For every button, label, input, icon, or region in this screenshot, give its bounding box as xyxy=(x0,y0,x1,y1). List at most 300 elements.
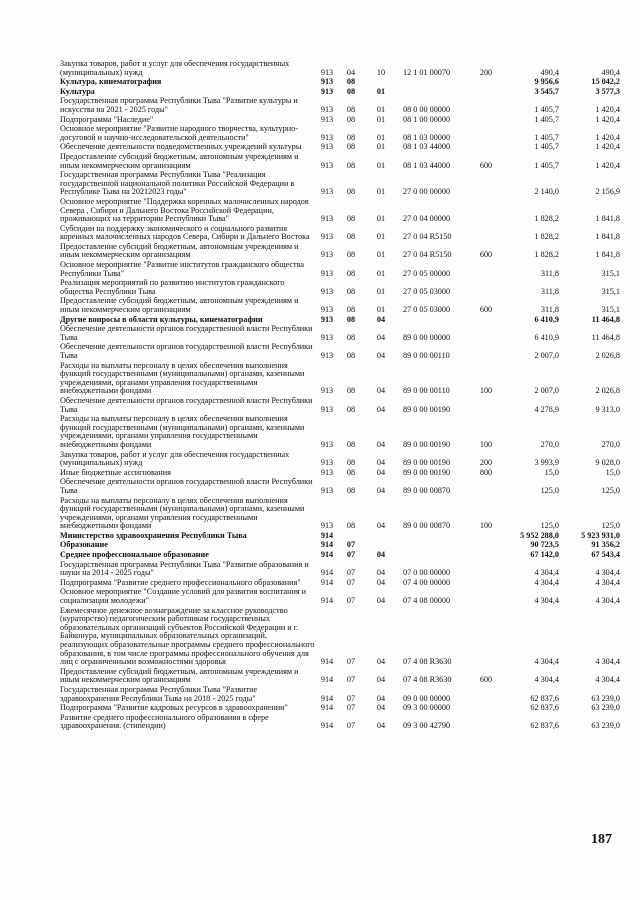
row-amount-2: 2 026,8 xyxy=(595,351,620,360)
row-code-section: 04 xyxy=(376,314,386,324)
row-amount-1: 1 828,2 xyxy=(534,232,559,242)
row-amount-1: 311,8 xyxy=(540,268,559,278)
row-code-pr: 07 xyxy=(346,550,356,560)
row-name: Основное мероприятие "Развитие институтов гражданского общества Республики Тыва" xyxy=(60,260,304,278)
row-amount-1: 1 405,7 xyxy=(534,160,559,170)
row-code-section: 04 xyxy=(376,657,386,667)
row-code-type xyxy=(473,588,499,606)
row-code-section: 04 xyxy=(376,386,386,396)
row-code-section: 04 xyxy=(376,458,386,468)
row-code-type xyxy=(473,88,499,98)
row-code-rz: 914 xyxy=(320,550,334,560)
row-code-target: 27 0 04 00000 xyxy=(403,214,451,224)
row-code-type: 600 xyxy=(479,160,493,170)
row-code-type: 600 xyxy=(479,675,493,685)
row-amount-1: 2 140,0 xyxy=(534,187,559,197)
row-code-section: 01 xyxy=(376,250,386,260)
row-name: Иные бюджетные ассигнования xyxy=(60,467,171,477)
row-name: Ежемесячное денежное вознаграждение за классное руководство (кураторство) педагогическим работникам государственных образовательных организаций субъектов Российской Федерации и г. Байконура, муниципальных образовательных организаций, реализующих образовательные программы среднего профессионального образования, в том числе программы профессионального обучения для лиц с ограниченными возможностями здоровья xyxy=(60,605,315,667)
row-code-rz: 913 xyxy=(320,305,334,315)
table-row xyxy=(60,225,620,243)
row-code-rz: 913 xyxy=(320,467,334,477)
row-code-pr: 04 xyxy=(346,67,356,77)
row-name: Государственная программа Республики Тыва "Реализация государственной национальной политики Российской Федерации в Республике Тыва на 20212023 годы" xyxy=(60,170,295,197)
row-code-rz: 913 xyxy=(320,232,334,242)
row-code-rz: 914 xyxy=(320,721,334,731)
row-code-type: 100 xyxy=(479,386,493,396)
row-code-rz: 914 xyxy=(320,693,334,703)
row-code-pr: 07 xyxy=(346,540,356,550)
row-code-section: 04 xyxy=(376,596,386,606)
row-amount-2: 315,1 xyxy=(601,286,620,296)
row-code-rz: 913 xyxy=(320,142,334,152)
row-code-section: 01 xyxy=(376,104,386,114)
row-code-type xyxy=(473,78,499,88)
table-row xyxy=(60,415,620,450)
row-code-target: 09 3 00 00000 xyxy=(403,703,451,713)
row-code-target: 08 1 03 44000 xyxy=(403,160,451,170)
row-amount-2: 5 923 931,0 xyxy=(581,530,620,540)
row-code-pr: 08 xyxy=(346,351,356,360)
row-amount-2: 1 420,4 xyxy=(595,132,620,142)
row-name: Подпрограмма "Наследие" xyxy=(60,114,154,124)
row-amount-1: 4 304,4 xyxy=(534,568,559,578)
row-code-type xyxy=(473,397,499,415)
row-amount-1: 1 405,7 xyxy=(534,132,559,142)
row-code-target: 89 0 00 00190 xyxy=(403,404,451,414)
row-code-target xyxy=(399,541,473,551)
row-code-rz: 913 xyxy=(320,67,334,77)
budget-table xyxy=(60,60,620,732)
row-amount-1: 490,4 xyxy=(540,67,559,77)
row-amount-1: 1 828,2 xyxy=(534,214,559,224)
row-code-target: 89 0 00 00190 xyxy=(403,467,451,477)
row-name: Предоставление субсидий бюджетным, автономным учреждениям и иным некоммерческим организациям xyxy=(60,151,299,170)
table-row xyxy=(60,325,620,343)
row-amount-1: 6 410,9 xyxy=(534,314,559,324)
row-code-type xyxy=(473,686,499,704)
row-amount-2: 15 042,2 xyxy=(591,77,620,87)
row-code-type xyxy=(473,225,499,243)
row-name: Обеспечение деятельности органов государственной власти Республики Тыва xyxy=(60,324,313,342)
row-name: Развитие среднего профессионального образования в сфере здравоохранения. (стипендии) xyxy=(60,712,269,731)
row-code-rz: 914 xyxy=(320,568,334,578)
row-code-pr: 08 xyxy=(346,250,356,260)
table-row xyxy=(60,343,620,361)
row-code-pr: 07 xyxy=(346,657,356,667)
row-code-rz: 913 xyxy=(320,404,334,414)
table-row xyxy=(60,171,620,198)
row-code-type: 200 xyxy=(479,67,493,77)
row-code-rz: 914 xyxy=(320,540,334,550)
row-code-pr: 08 xyxy=(346,232,356,242)
row-code-type xyxy=(473,198,499,225)
row-amount-1: 125,0 xyxy=(540,521,559,531)
row-code-pr: 08 xyxy=(346,404,356,414)
row-code-type: 100 xyxy=(479,521,493,531)
row-code-pr: 07 xyxy=(346,703,356,713)
row-code-rz: 913 xyxy=(320,458,334,468)
row-name: Образование xyxy=(60,540,108,550)
row-amount-2: 1 841,8 xyxy=(595,232,620,242)
row-amount-2: 270,0 xyxy=(601,439,620,449)
row-code-pr: 08 xyxy=(346,386,356,396)
row-code-target: 09 3 00 42790 xyxy=(403,721,451,731)
row-code-section: 01 xyxy=(376,114,386,124)
row-amount-1: 2 007,0 xyxy=(534,351,559,360)
row-amount-2: 4 304,4 xyxy=(595,675,620,685)
table-row xyxy=(60,497,620,532)
row-code-section: 04 xyxy=(376,351,386,360)
row-amount-2: 1 420,4 xyxy=(595,142,620,152)
row-amount-2: 67 543,4 xyxy=(591,550,620,560)
row-amount-1: 67 142,0 xyxy=(530,550,559,560)
row-amount-1: 1 405,7 xyxy=(534,114,559,124)
row-code-type xyxy=(473,561,499,579)
row-code-section: 04 xyxy=(376,439,386,449)
row-name: Культура xyxy=(60,86,95,96)
row-code-rz: 914 xyxy=(320,577,334,587)
row-amount-1: 62 837,6 xyxy=(530,703,559,713)
row-code-section: 04 xyxy=(376,703,386,713)
row-code-target: 08 1 03 44000 xyxy=(403,142,451,152)
row-code-rz: 914 xyxy=(320,596,334,606)
row-code-rz: 913 xyxy=(320,351,334,360)
table-row xyxy=(60,279,620,297)
row-code-section: 01 xyxy=(376,132,386,142)
row-code-target xyxy=(399,78,473,88)
row-code-target: 89 0 00 00110 xyxy=(403,386,450,396)
row-code-target xyxy=(399,532,473,542)
row-amount-2: 91 356,2 xyxy=(591,540,620,550)
row-amount-2: 125,0 xyxy=(601,521,620,531)
table-row xyxy=(60,97,620,115)
row-name: Основное мероприятие "Создание условий для развития воспитания и социализации молодежи" xyxy=(60,587,307,606)
row-code-target: 09 0 00 00000 xyxy=(403,693,451,703)
row-code-pr: 08 xyxy=(346,332,356,342)
row-code-pr: 08 xyxy=(346,142,356,152)
row-code-rz: 914 xyxy=(320,530,334,540)
row-code-type xyxy=(473,607,499,668)
row-amount-1: 4 304,4 xyxy=(534,657,559,667)
row-code-pr: 08 xyxy=(346,439,356,449)
row-code-rz: 913 xyxy=(320,521,334,531)
row-amount-2: 1 420,4 xyxy=(595,160,620,170)
row-code-target: 27 0 05 03000 xyxy=(403,286,451,296)
row-name: Обеспечение деятельности органов государственной власти Республики Тыва xyxy=(60,342,313,360)
row-code-type xyxy=(473,325,499,343)
row-code-rz: 914 xyxy=(320,703,334,713)
row-code-rz: 913 xyxy=(320,286,334,296)
row-code-pr: 08 xyxy=(346,485,356,495)
row-code-pr: 08 xyxy=(346,467,356,477)
row-name: Расходы на выплаты персоналу в целях обеспечения выполнения функций государственными (муниципальными) органами, казенными учреждениями, органами управления государственными внебюджетными фондами xyxy=(60,414,305,449)
row-code-section: 04 xyxy=(376,332,386,342)
row-code-rz: 913 xyxy=(320,386,334,396)
table-row xyxy=(60,686,620,704)
row-name: Предоставление субсидий бюджетным, автономным учреждениям и иным некоммерческим организациям xyxy=(60,296,299,315)
table-row xyxy=(60,714,620,732)
row-amount-2: 11 464,8 xyxy=(591,314,620,324)
row-amount-2: 4 304,4 xyxy=(595,596,620,606)
row-code-type xyxy=(473,579,499,589)
row-code-target: 27 0 00 00000 xyxy=(403,187,451,197)
row-amount-1: 62 837,6 xyxy=(530,721,559,731)
row-code-target: 27 0 05 00000 xyxy=(403,268,451,278)
row-amount-1: 2 007,0 xyxy=(534,386,559,396)
row-code-target: 08 1 03 00000 xyxy=(403,132,451,142)
row-amount-1: 311,8 xyxy=(540,286,559,296)
row-name: Основное мероприятие "Поддержка коренных малочисленных народов Севера , Сибири и Дальнего Востока Российской Федерации, проживающих на территории Республики Тыва" xyxy=(60,196,309,224)
row-code-type xyxy=(473,125,499,143)
row-code-type xyxy=(473,116,499,126)
row-amount-2: 315,1 xyxy=(601,305,620,315)
row-amount-2: 9 313,0 xyxy=(595,404,620,414)
row-name: Подпрограмма "Развитие кадровых ресурсов в здравоохранении" xyxy=(60,703,288,713)
row-code-pr: 08 xyxy=(346,521,356,531)
row-code-pr: 08 xyxy=(346,305,356,315)
row-code-rz: 913 xyxy=(320,332,334,342)
row-code-type xyxy=(473,279,499,297)
row-code-target: 08 1 00 00000 xyxy=(403,114,451,124)
row-code-target: 89 0 00 00000 xyxy=(403,332,451,342)
row-name: Закупка товаров, работ и услуг для обеспечения государственных (муниципальных) нужд xyxy=(60,59,290,77)
row-amount-2: 63 239,0 xyxy=(591,693,620,703)
row-code-type xyxy=(473,316,499,326)
row-name: Обеспечение деятельности органов государственной власти Республики Тыва xyxy=(60,395,313,414)
row-code-section: 04 xyxy=(376,568,386,578)
row-amount-1: 4 278,9 xyxy=(534,404,559,414)
row-code-pr: 08 xyxy=(346,187,356,197)
row-amount-1: 4 304,4 xyxy=(534,675,559,685)
row-code-pr: 08 xyxy=(346,458,356,468)
row-amount-2: 315,1 xyxy=(601,268,620,278)
row-name: Субсидии на поддержку экономического и социального развития коренных малочисленных народов Севера, Сибири и Дальнего Востока xyxy=(60,223,310,242)
row-code-rz: 913 xyxy=(320,86,334,96)
row-amount-2: 63 239,0 xyxy=(591,703,620,713)
row-amount-1: 311,8 xyxy=(540,305,559,315)
table-row xyxy=(60,297,620,315)
row-code-section: 01 xyxy=(376,187,386,197)
table-row xyxy=(60,198,620,225)
row-code-target: 07 4 08 R3630 xyxy=(403,675,452,685)
row-code-type: 800 xyxy=(479,467,493,477)
row-amount-1: 3 545,7 xyxy=(534,86,559,96)
row-code-section: 01 xyxy=(376,214,386,224)
row-code-rz: 913 xyxy=(320,104,334,114)
row-code-target: 27 0 04 R5150 xyxy=(403,232,452,242)
row-code-type xyxy=(473,261,499,279)
row-code-type xyxy=(473,478,499,496)
row-name: Расходы на выплаты персоналу в целях обеспечения выполнения функций государственными (муниципальными) органами, казенными учреждениями, органами управления государственными внебюджетными фондами xyxy=(60,495,305,531)
row-code-type: 600 xyxy=(479,250,493,260)
row-code-pr: 07 xyxy=(346,568,356,578)
row-code-section: 01 xyxy=(376,142,386,152)
table-row xyxy=(60,607,620,668)
table-row xyxy=(60,60,620,78)
row-name: Другие вопросы в области культуры, кинематографии xyxy=(60,314,263,324)
row-code-pr: 07 xyxy=(346,577,356,587)
row-amount-1: 90 723,5 xyxy=(530,540,559,550)
row-code-target: 07 4 08 00000 xyxy=(403,596,451,606)
row-code-target: 27 0 04 R5150 xyxy=(403,250,452,260)
table-row xyxy=(60,125,620,143)
row-code-target: 08 0 00 00000 xyxy=(403,104,451,114)
row-code-pr: 07 xyxy=(346,596,356,606)
row-amount-2: 1 841,8 xyxy=(595,214,620,224)
row-code-section: 01 xyxy=(376,160,386,170)
row-code-pr: 08 xyxy=(346,104,356,114)
row-code-rz: 913 xyxy=(320,114,334,124)
row-amount-1: 3 993,9 xyxy=(534,458,559,468)
row-code-section: 04 xyxy=(376,721,386,731)
row-amount-1: 270,0 xyxy=(540,439,559,449)
row-code-rz: 913 xyxy=(320,214,334,224)
row-code-section: 01 xyxy=(376,305,386,315)
row-amount-2: 15,0 xyxy=(605,467,620,477)
row-amount-1: 9 956,6 xyxy=(534,77,559,87)
row-amount-2: 2 156,9 xyxy=(595,187,620,197)
row-code-section: 01 xyxy=(376,232,386,242)
row-name: Государственная программа Республики Тыва "Развитие культуры и искусства на 2021 - 2025 годы" xyxy=(60,96,298,114)
row-code-target: 89 0 00 00190 xyxy=(403,458,451,468)
table-row xyxy=(60,588,620,606)
row-code-pr: 08 xyxy=(346,214,356,224)
table-row xyxy=(60,478,620,496)
row-amount-1: 6 410,9 xyxy=(534,332,559,342)
row-code-section: 04 xyxy=(376,521,386,531)
table-row xyxy=(60,561,620,579)
row-code-rz: 914 xyxy=(320,657,334,667)
row-code-type: 600 xyxy=(479,305,493,315)
row-code-type xyxy=(473,343,499,361)
table-row xyxy=(60,261,620,279)
row-amount-2: 4 304,4 xyxy=(595,657,620,667)
table-row xyxy=(60,153,620,171)
row-name: Обеспечение деятельности подведомственных учреждений культуры xyxy=(60,142,302,152)
row-code-pr: 08 xyxy=(346,114,356,124)
row-code-target: 07 4 08 R3630 xyxy=(403,657,452,667)
row-code-pr: 08 xyxy=(346,86,356,96)
row-code-pr: 07 xyxy=(346,675,356,685)
row-amount-1: 125,0 xyxy=(540,485,559,495)
row-code-pr: 08 xyxy=(346,314,356,324)
row-code-target xyxy=(399,551,473,561)
row-code-type xyxy=(473,532,499,542)
row-code-pr: 07 xyxy=(346,721,356,731)
row-amount-1: 1 405,7 xyxy=(534,142,559,152)
row-code-section: 04 xyxy=(376,550,386,560)
row-code-rz: 913 xyxy=(320,187,334,197)
row-code-target: 27 0 05 03000 xyxy=(403,305,451,315)
row-code-rz: 913 xyxy=(320,314,334,324)
row-amount-1: 1 828,2 xyxy=(534,250,559,260)
row-code-target: 07 0 00 00000 xyxy=(403,568,451,578)
row-code-target: 89 0 00 00110 xyxy=(403,351,450,360)
row-code-target: 89 0 00 00190 xyxy=(403,439,451,449)
row-name: Государственная программа Республики Тыва "Развитие здравоохранения Республики Тыва на 2018 - 2025 годы" xyxy=(60,684,258,703)
row-name: Подпрограмма "Развитие среднего профессионального образования" xyxy=(60,577,301,587)
row-code-target: 07 4 00 00000 xyxy=(403,577,451,587)
table-row xyxy=(60,668,620,686)
row-amount-2: 490,4 xyxy=(601,67,620,77)
row-code-target: 12 1 01 00070 xyxy=(403,67,451,77)
row-amount-2: 1 841,8 xyxy=(595,250,620,260)
row-name: Расходы на выплаты персоналу в целях обеспечения выполнения функций государственными (муниципальными) органами, казенными учреждениями, органами управления государственными внебюджетными фондами xyxy=(60,360,305,396)
row-code-section: 04 xyxy=(376,693,386,703)
row-amount-1: 15,0 xyxy=(544,467,559,477)
row-amount-2: 9 028,0 xyxy=(595,458,620,468)
row-code-section: 01 xyxy=(376,286,386,296)
row-code-pr: 08 xyxy=(346,77,356,87)
row-code-type: 200 xyxy=(479,458,493,468)
row-code-type: 100 xyxy=(479,439,493,449)
row-code-pr: 08 xyxy=(346,132,356,142)
row-amount-1: 62 837,6 xyxy=(530,693,559,703)
row-amount-2: 3 577,3 xyxy=(595,86,620,96)
row-name: Реализация мероприятий по развитию институтов гражданского общества Республики Тыва xyxy=(60,278,285,296)
row-name: Среднее профессиональное образование xyxy=(60,550,209,560)
row-code-rz: 913 xyxy=(320,160,334,170)
row-name: Обеспечение деятельности органов государственной власти Республики Тыва xyxy=(60,477,313,495)
row-code-pr: 07 xyxy=(346,693,356,703)
row-code-type xyxy=(473,551,499,561)
row-code-section: 01 xyxy=(376,268,386,278)
row-amount-1: 4 304,4 xyxy=(534,577,559,587)
row-code-section: 04 xyxy=(376,404,386,414)
row-code-target xyxy=(399,316,473,326)
table-row xyxy=(60,362,620,397)
row-code-pr: 08 xyxy=(346,268,356,278)
row-code-type xyxy=(473,704,499,714)
row-code-rz: 914 xyxy=(320,675,334,685)
row-name: Предоставление субсидий бюджетным, автономным учреждениям и иным некоммерческим организациям xyxy=(60,666,299,685)
row-code-section: 04 xyxy=(376,577,386,587)
table-row xyxy=(60,397,620,415)
row-name: Основное мероприятие "Развитие народного творчества, культурно-досуговой и научно-исследовательской деятельности" xyxy=(60,124,298,142)
row-code-rz: 913 xyxy=(320,77,334,87)
row-code-type xyxy=(473,171,499,198)
row-amount-2: 1 420,4 xyxy=(595,104,620,114)
row-code-type xyxy=(473,143,499,153)
row-code-section: 04 xyxy=(376,675,386,685)
row-name: Закупка товаров, работ и услуг для обеспечения государственных (муниципальных) нужд xyxy=(60,449,290,468)
row-amount-2: 63 239,0 xyxy=(591,721,620,731)
row-amount-1: 5 952 288,0 xyxy=(520,530,559,540)
row-name: Культура, кинематография xyxy=(60,77,162,87)
page-number: 187 xyxy=(591,832,612,847)
row-code-section: 10 xyxy=(376,67,386,77)
row-amount-2: 125,0 xyxy=(601,485,620,495)
row-amount-2: 4 304,4 xyxy=(595,577,620,587)
row-amount-2: 11 464,8 xyxy=(591,332,620,342)
row-code-type xyxy=(473,714,499,732)
row-code-pr: 08 xyxy=(346,160,356,170)
table-body xyxy=(60,60,620,732)
row-code-target xyxy=(399,88,473,98)
row-amount-2: 4 304,4 xyxy=(595,568,620,578)
row-code-pr: 08 xyxy=(346,286,356,296)
row-code-rz: 913 xyxy=(320,439,334,449)
row-name: Предоставление субсидий бюджетным, автономным учреждениям и иным некоммерческим организациям xyxy=(60,241,299,260)
row-code-rz: 913 xyxy=(320,268,334,278)
row-code-target: 89 0 00 00870 xyxy=(403,485,451,495)
row-code-type xyxy=(473,541,499,551)
row-code-target: 89 0 00 00870 xyxy=(403,521,451,531)
row-code-rz: 913 xyxy=(320,250,334,260)
row-amount-1: 4 304,4 xyxy=(534,596,559,606)
row-code-type xyxy=(473,97,499,115)
